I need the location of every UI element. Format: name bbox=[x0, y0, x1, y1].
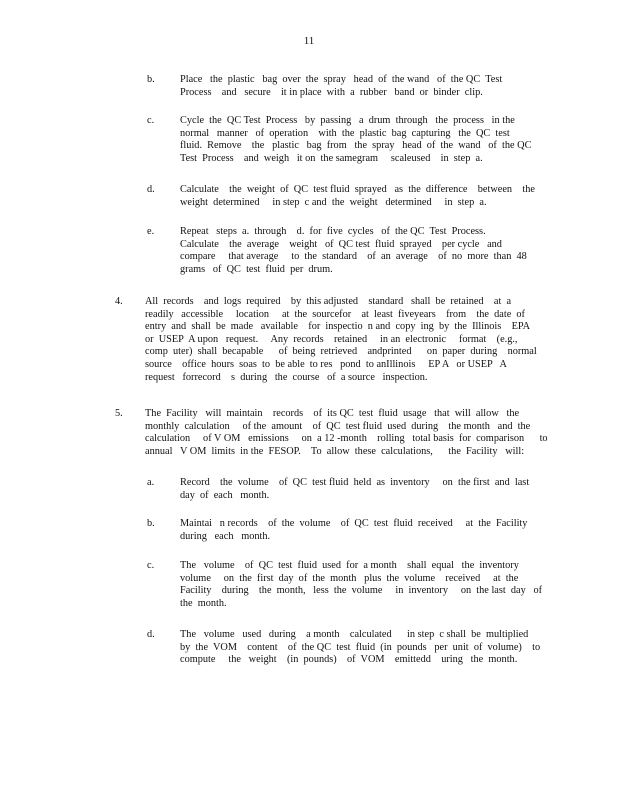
text-line: weight determined in step c and the weight determined in step a. bbox=[180, 196, 487, 208]
text-line: the month. bbox=[180, 597, 227, 609]
text-line: Record the volume of QC test fluid held as inventory on the first and last bbox=[180, 477, 530, 488]
item-marker: c. bbox=[147, 115, 155, 126]
text-line: request forrecord s during the course of a source inspection. bbox=[145, 371, 428, 383]
item-text bbox=[145, 296, 575, 384]
text-line: Cycle the QC Test Process by passing a drum through the process in the bbox=[180, 115, 515, 126]
text-line: grams of QC test fluid per drum. bbox=[180, 263, 333, 275]
text-line: Place the plastic bag over the spray head of the wand of the QC Test bbox=[180, 74, 503, 85]
text-line: compare that average to the standard of an average of no more than 48 bbox=[180, 251, 527, 263]
text-line: annual V OM limits in the FESOP. To allow these calculations, the Facility will: bbox=[145, 445, 525, 457]
text-line: The volume of QC test fluid used for a month shall equal the inventory bbox=[180, 560, 519, 571]
text-line: The volume used during a month calculated in step c shall be multiplied bbox=[180, 629, 529, 640]
text-line: Repeat steps a. through d. for five cycles of the QC Test Process. bbox=[180, 226, 486, 237]
text-line: entry and shall be made available for inspectio n and copy ing by the Illinois EPA bbox=[145, 321, 531, 333]
item-marker: c. bbox=[147, 560, 155, 571]
item-text bbox=[180, 115, 550, 165]
item-text bbox=[180, 560, 550, 610]
item-text bbox=[180, 477, 550, 502]
text-line: fluid. Remove the plastic bag from the spray head of the wand of the QC bbox=[180, 140, 532, 152]
item-marker: 5. bbox=[115, 408, 123, 419]
text-line: monthly calculation of the amount of QC test fluid used during the month and the bbox=[145, 420, 531, 432]
item-marker: 4. bbox=[115, 296, 123, 307]
item-text bbox=[180, 629, 550, 667]
item-marker: b. bbox=[147, 518, 155, 529]
text-line: Calculate the average weight of QC test fluid sprayed per cycle and bbox=[180, 238, 502, 250]
text-line: volume on the first day of the month plus the volume received at the bbox=[180, 572, 519, 584]
text-line: or USEP A upon request. Any records retained in an electronic format (e.g., bbox=[145, 333, 518, 345]
page-number: 11 bbox=[303, 35, 315, 47]
text-line: Calculate the weight of QC test fluid sprayed as the difference between the bbox=[180, 184, 535, 195]
text-line: All records and logs required by this adjusted standard shall be retained at a bbox=[145, 296, 512, 307]
text-line: source office hours soas to be able to res pond to anIllinois EP A or USEP A bbox=[145, 358, 507, 370]
text-line: by the VOM content of the QC test fluid (in pounds per unit of volume) to bbox=[180, 641, 541, 653]
item-text bbox=[180, 74, 550, 99]
item-marker: d. bbox=[147, 629, 155, 640]
text-line: Maintai n records of the volume of QC test fluid received at the Facility bbox=[180, 518, 528, 529]
item-text bbox=[180, 518, 550, 543]
item-marker: b. bbox=[147, 74, 155, 85]
text-line: calculation of V OM emissions on a 12 -month rolling total basis for comparison to bbox=[145, 433, 548, 445]
text-line: Test Process and weigh it on the samegram scaleused in step a. bbox=[180, 152, 483, 164]
text-line: normal manner of operation with the plastic bag capturing the QC test bbox=[180, 127, 510, 139]
item-text bbox=[180, 226, 550, 276]
text-line: compute the weight (in pounds) of VOM emittedd uring the month. bbox=[180, 654, 518, 666]
item-text bbox=[145, 408, 575, 458]
text-line: day of each month. bbox=[180, 489, 270, 501]
text-line: during each month. bbox=[180, 530, 271, 542]
item-marker: d. bbox=[147, 184, 155, 195]
text-line: Facility during the month, less the volume in inventory on the last day of bbox=[180, 585, 543, 597]
item-marker: a. bbox=[147, 477, 155, 488]
item-marker: e. bbox=[147, 226, 155, 237]
text-line: comp uter) shall becapable of being retrieved andprinted on paper during normal bbox=[145, 346, 537, 358]
text-line: readily accessible location at the sourcefor at least fiveyears from the date of bbox=[145, 308, 525, 320]
text-line: Process and secure it in place with a rubber band or binder clip. bbox=[180, 86, 483, 98]
text-line: The Facility will maintain records of its QC test fluid usage that will allow the bbox=[145, 408, 520, 419]
item-text bbox=[180, 184, 550, 209]
